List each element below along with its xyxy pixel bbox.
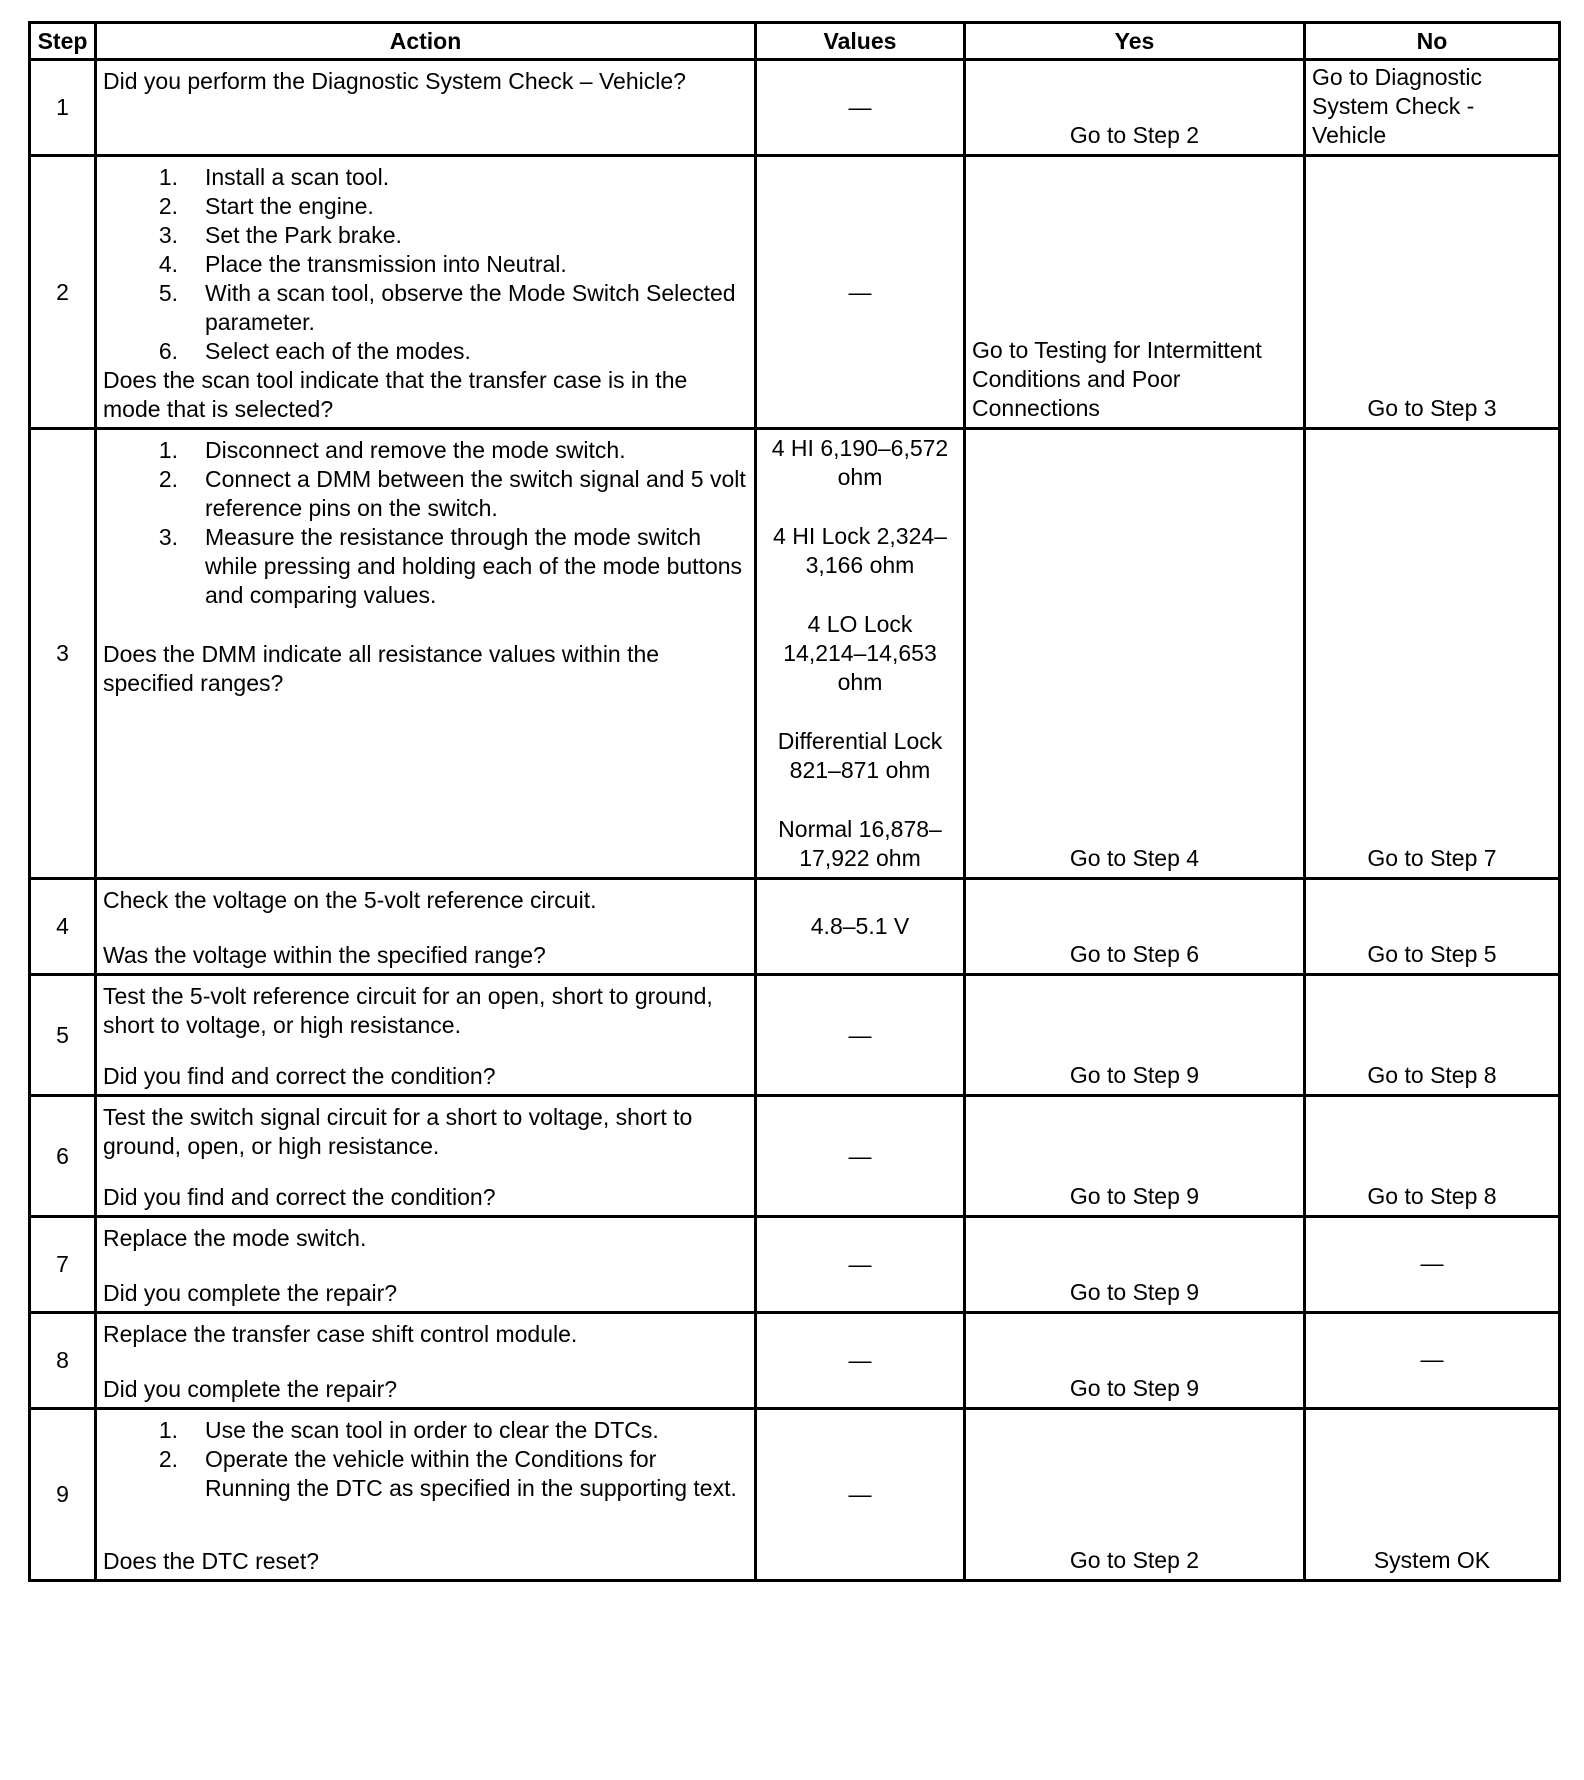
- list-item: [103, 465, 748, 523]
- yes-text: Go to Step 9: [1069, 1375, 1200, 1401]
- value-entry: Differential Lock 821–871 ohm: [777, 728, 943, 783]
- list-item: [103, 250, 748, 279]
- list-item: [103, 163, 748, 192]
- list-item-text: Disconnect and remove the mode switch.: [205, 437, 626, 463]
- value-entry: —: [848, 94, 872, 120]
- action-instruction: Test the switch signal circuit for a short to voltage, short to ground, open, or high resistance.: [103, 1104, 693, 1159]
- action-instruction: Replace the mode switch.: [103, 1225, 367, 1251]
- action-top: [103, 1416, 748, 1503]
- step-number: 7: [30, 1217, 96, 1313]
- yes-cell: [965, 1217, 1305, 1313]
- table-row: [30, 1096, 1560, 1217]
- action-content: [103, 982, 748, 1091]
- action-content: [103, 1416, 748, 1576]
- value-entry: —: [848, 1021, 872, 1048]
- list-item: [103, 436, 748, 465]
- no-text: Go to Step 7: [1367, 845, 1497, 871]
- list-item-text: Use the scan tool in order to clear the DTCs.: [205, 1417, 659, 1443]
- list-item: [103, 1416, 748, 1445]
- values-cell: [756, 975, 965, 1096]
- value-entry: 4 HI Lock 2,324–3,166 ohm: [773, 523, 947, 578]
- action-cell: [96, 1313, 756, 1409]
- yes-cell: [965, 1409, 1305, 1581]
- no-cell: [1305, 1313, 1560, 1409]
- action-question: Does the scan tool indicate that the transfer case is in the mode that is selected?: [103, 367, 688, 422]
- value-entry: —: [848, 278, 872, 305]
- yes-cell: [965, 975, 1305, 1096]
- list-item-text: With a scan tool, observe the Mode Switch Selected parameter.: [205, 280, 736, 335]
- yes-cell: [965, 429, 1305, 879]
- action-content: [103, 886, 748, 970]
- action-question: Did you find and correct the condition?: [103, 1063, 496, 1089]
- step-number: 9: [30, 1409, 96, 1581]
- list-item-text: Start the engine.: [205, 193, 374, 219]
- no-text: Go to Step 8: [1367, 1062, 1497, 1088]
- list-item: [103, 192, 748, 221]
- value-entry: 4 LO Lock 14,214–14,653 ohm: [783, 611, 937, 695]
- table-row: [30, 1409, 1560, 1581]
- values-cell: [756, 1409, 965, 1581]
- no-cell: [1305, 1409, 1560, 1581]
- values-cell: [756, 1313, 965, 1409]
- yes-text: Go to Step 4: [1069, 845, 1200, 871]
- action-content: [103, 1103, 748, 1212]
- yes-cell: [965, 1313, 1305, 1409]
- value-entry: 4.8–5.1 V: [810, 913, 910, 939]
- action-content: [103, 436, 748, 851]
- list-item-number: 5.: [158, 280, 178, 306]
- header-row: [30, 23, 1560, 60]
- value-entry: —: [848, 1481, 872, 1507]
- list-item-number: 1.: [158, 164, 178, 190]
- action-cell: [96, 60, 756, 156]
- values-cell: [756, 60, 965, 156]
- header-step: Step: [30, 23, 96, 60]
- no-text: Go to Step 5: [1367, 941, 1497, 967]
- list-item-text: Install a scan tool.: [205, 164, 390, 190]
- step-number: 1: [30, 60, 96, 156]
- header-no: No: [1305, 23, 1560, 60]
- action-instruction: Did you perform the Diagnostic System Check – Vehicle?: [103, 68, 686, 94]
- yes-text: Go to Step 6: [1069, 941, 1200, 967]
- list-item-text: Connect a DMM between the switch signal and 5 volt reference pins on the switch.: [205, 466, 746, 521]
- yes-text: Go to Step 2: [1069, 1547, 1200, 1573]
- list-item-number: 4.: [158, 251, 178, 277]
- list-item-text: Set the Park brake.: [205, 222, 402, 248]
- step-number: 4: [30, 879, 96, 975]
- yes-text: Go to Step 9: [1069, 1279, 1200, 1305]
- table-row: [30, 975, 1560, 1096]
- action-top: [103, 982, 748, 1040]
- action-cell: [96, 156, 756, 429]
- list-item-text: Measure the resistance through the mode switch while pressing and holding each of the mode buttons and comparing values.: [205, 524, 743, 608]
- table-row: [30, 156, 1560, 429]
- action-top: [103, 67, 748, 96]
- list-item-number: 1.: [158, 1417, 178, 1443]
- list-item-number: 2.: [158, 466, 178, 492]
- list-item: [103, 221, 748, 250]
- step-number: 8: [30, 1313, 96, 1409]
- action-question: Does the DMM indicate all resistance values within the specified ranges?: [103, 641, 660, 696]
- yes-cell: [965, 1096, 1305, 1217]
- action-top: [103, 886, 748, 915]
- action-cell: [96, 1217, 756, 1313]
- no-cell: [1305, 1096, 1560, 1217]
- values-cell: [756, 1096, 965, 1217]
- no-text: System OK: [1373, 1547, 1491, 1573]
- value-entry: —: [848, 1142, 872, 1169]
- values-cell: [756, 879, 965, 975]
- action-instruction: Replace the transfer case shift control module.: [103, 1321, 578, 1347]
- action-content: [103, 67, 748, 142]
- step-number: 3: [30, 429, 96, 879]
- action-cell: [96, 1096, 756, 1217]
- no-text: —: [1420, 1250, 1444, 1276]
- action-question: Does the DTC reset?: [103, 1548, 320, 1574]
- step-number: 5: [30, 975, 96, 1096]
- list-item-text: Operate the vehicle within the Conditions for Running the DTC as specified in the supporting text.: [205, 1446, 737, 1501]
- action-question: Was the voltage within the specified range?: [103, 942, 546, 968]
- yes-cell: [965, 879, 1305, 975]
- action-content: [103, 1320, 748, 1404]
- action-instruction: Check the voltage on the 5-volt reference circuit.: [103, 887, 597, 913]
- action-top: [103, 163, 748, 366]
- action-top: [103, 1224, 748, 1253]
- value-entry: 4 HI 6,190–6,572 ohm: [771, 435, 949, 490]
- table-row: [30, 1313, 1560, 1409]
- table-row: [30, 60, 1560, 156]
- no-text: —: [1420, 1346, 1444, 1372]
- action-cell: [96, 1409, 756, 1581]
- action-steps-list: [103, 163, 748, 366]
- no-text: Go to Step 8: [1367, 1183, 1497, 1209]
- no-text: Go to Diagnostic System Check - Vehicle: [1312, 64, 1483, 148]
- action-cell: [96, 975, 756, 1096]
- yes-text: Go to Step 2: [1069, 122, 1200, 148]
- list-item-text: Select each of the modes.: [205, 338, 471, 364]
- table-row: [30, 429, 1560, 879]
- action-content: [103, 163, 748, 424]
- action-cell: [96, 879, 756, 975]
- no-text: Go to Step 3: [1367, 395, 1497, 421]
- list-item: [103, 337, 748, 366]
- list-item: [103, 523, 748, 610]
- diagnostic-table: [28, 21, 1561, 1582]
- action-top: [103, 1320, 748, 1349]
- no-cell: [1305, 1217, 1560, 1313]
- no-cell: [1305, 879, 1560, 975]
- value-entry: —: [848, 1251, 872, 1277]
- yes-cell: [965, 60, 1305, 156]
- table-row: [30, 879, 1560, 975]
- list-item: [103, 1445, 748, 1503]
- action-top: [103, 1103, 748, 1161]
- action-question: Did you complete the repair?: [103, 1376, 398, 1402]
- value-entry: —: [848, 1347, 872, 1373]
- yes-text: Go to Testing for Intermittent Conditions and Poor Connections: [972, 337, 1262, 421]
- header-yes: Yes: [965, 23, 1305, 60]
- no-cell: [1305, 429, 1560, 879]
- step-number: 2: [30, 156, 96, 429]
- yes-cell: [965, 156, 1305, 429]
- no-cell: [1305, 975, 1560, 1096]
- header-values: Values: [756, 23, 965, 60]
- yes-text: Go to Step 9: [1069, 1183, 1200, 1209]
- list-item-number: 2.: [158, 1446, 178, 1472]
- step-number: 6: [30, 1096, 96, 1217]
- no-cell: [1305, 60, 1560, 156]
- values-cell: [756, 429, 965, 879]
- list-item-number: 3.: [158, 524, 178, 550]
- table-row: [30, 1217, 1560, 1313]
- action-top: [103, 436, 748, 610]
- action-steps-list: [103, 436, 748, 610]
- action-question: Did you complete the repair?: [103, 1280, 398, 1306]
- no-cell: [1305, 156, 1560, 429]
- list-item-number: 6.: [158, 338, 178, 364]
- action-steps-list: [103, 1416, 748, 1503]
- list-item-number: 3.: [158, 222, 178, 248]
- list-item-number: 1.: [158, 437, 178, 463]
- action-question: Did you find and correct the condition?: [103, 1184, 496, 1210]
- values-cell: [756, 156, 965, 429]
- action-content: [103, 1224, 748, 1308]
- yes-text: Go to Step 9: [1069, 1062, 1200, 1088]
- list-item-text: Place the transmission into Neutral.: [205, 251, 567, 277]
- list-item-number: 2.: [158, 193, 178, 219]
- value-entry: Normal 16,878–17,922 ohm: [778, 816, 942, 871]
- action-instruction: Test the 5-volt reference circuit for an open, short to ground, short to voltage, or high resistance.: [103, 983, 713, 1038]
- list-item: [103, 279, 748, 337]
- values-cell: [756, 1217, 965, 1313]
- action-cell: [96, 429, 756, 879]
- header-action: Action: [96, 23, 756, 60]
